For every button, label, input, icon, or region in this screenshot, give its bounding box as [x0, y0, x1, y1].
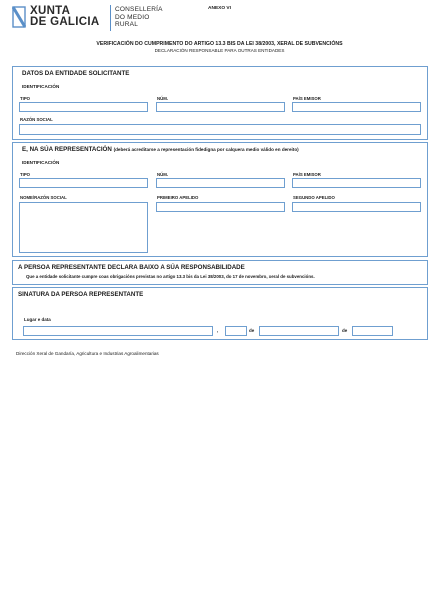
representative-surname1-field[interactable]: [156, 202, 285, 212]
year-field[interactable]: [352, 326, 393, 336]
entity-number-label: NÚM.: [157, 96, 168, 101]
logo-text: XUNTA DE GALICIA: [30, 5, 100, 28]
representative-type-field[interactable]: [19, 178, 148, 188]
representative-country-field[interactable]: [292, 178, 421, 188]
representative-surname1-label: PRIMEIRO APELIDO: [157, 195, 199, 200]
conselleria-text: CONSELLERÍA DO MEDIO RURAL: [115, 6, 163, 28]
representative-name-field[interactable]: [19, 202, 148, 253]
representative-identification-label: IDENTIFICACIÓN: [22, 160, 60, 165]
representative-surname2-label: SEGUNDO APELIDO: [293, 195, 335, 200]
representative-section: [12, 142, 428, 257]
declaration-section-title: A PERSOA REPRESENTANTE DECLARA BAIXO A SÚA RESPONSABILIDADE: [18, 264, 245, 271]
day-field[interactable]: [225, 326, 247, 336]
representative-section-note: (deberá acreditarse a representación fidedigna por calquera medio válido en dereito): [113, 147, 299, 152]
representative-country-label: PAÍS EMISOR: [293, 172, 321, 177]
entity-identification-label: IDENTIFICACIÓN: [22, 84, 60, 89]
document-subtitle: DECLARACIÓN RESPONSABLE PARA OUTRAS ENTIDADES: [154, 48, 285, 53]
entity-type-label: TIPO: [20, 96, 31, 101]
signature-section: [12, 287, 428, 340]
entity-section-title: DATOS DA ENTIDADE SOLICITANTE: [22, 70, 130, 77]
representative-section-title: E, NA SÚA REPRESENTACIÓN (deberá acreditarse a representación fidedigna por calquera medio válido en dereito): [22, 146, 299, 153]
document-title: VERIFICACIÓN DO CUMPRIMENTO DO ARTIGO 13.3 BIS DA LEI 38/2003, XERAL DE SUBVENCIÓNS: [96, 41, 343, 47]
representative-number-label: NÚM.: [157, 172, 168, 177]
footer-department: Dirección Xeral de Gandaría, Agricultura e Industrias Agroalimentarias: [16, 351, 159, 356]
representative-name-label: NOME/RAZÓN SOCIAL: [20, 195, 67, 200]
de-label-1: de: [249, 328, 255, 333]
month-field[interactable]: [259, 326, 339, 336]
entity-country-label: PAÍS EMISOR: [293, 96, 321, 101]
representative-number-field[interactable]: [156, 178, 285, 188]
place-date-label: Lugar e data: [24, 317, 51, 322]
entity-number-field[interactable]: [156, 102, 285, 112]
entity-name-label: RAZÓN SOCIAL: [20, 117, 53, 122]
signature-section-title: SINATURA DA PERSOA REPRESENTANTE: [18, 291, 144, 298]
declaration-text: Que a entidade solicitante cumpre coas obrigacións previstas no artigo 13.3 bis da Lei 38/2003, do 17 de novembro, xeral de subvencións.: [26, 274, 315, 279]
representative-surname2-field[interactable]: [292, 202, 421, 212]
entity-country-field[interactable]: [292, 102, 421, 112]
comma-separator: ,: [217, 328, 219, 333]
declaration-section: [12, 260, 428, 285]
representative-type-label: TIPO: [20, 172, 31, 177]
entity-type-field[interactable]: [19, 102, 148, 112]
entity-section: [12, 66, 428, 140]
de-label-2: de: [342, 328, 348, 333]
entity-name-field[interactable]: [19, 124, 421, 135]
place-field[interactable]: [23, 326, 213, 336]
annex-label: ANEXO VI: [208, 6, 231, 11]
